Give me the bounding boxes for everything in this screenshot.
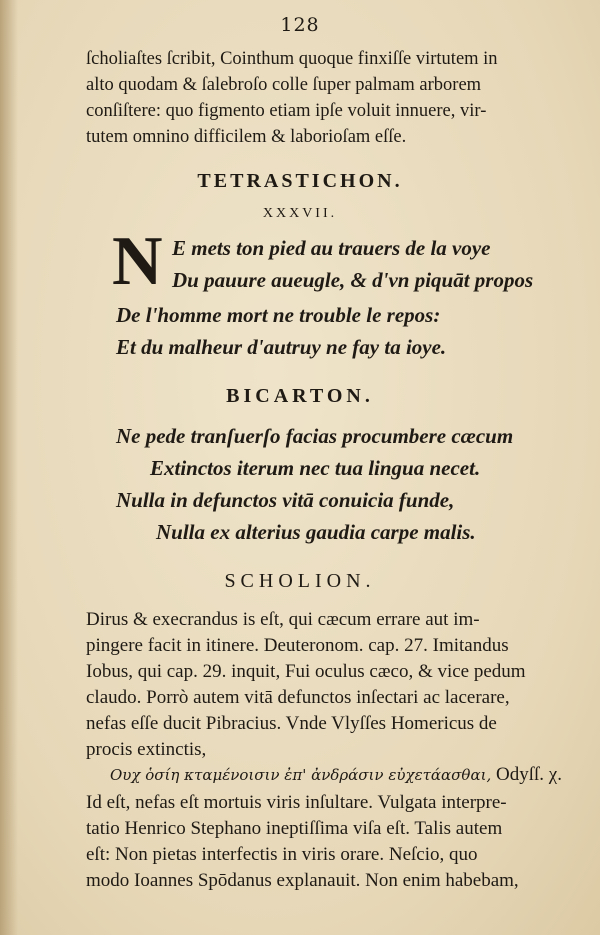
text-line: Iobus, qui cap. 29. inquit, Fui oculus cæco, & vice pedum xyxy=(86,661,526,682)
verse-line: De l'homme mort ne trouble le repos: xyxy=(116,303,441,327)
text-line: eſt: Non pietas interfectis in viris orare. Neſcio, quo xyxy=(86,844,478,865)
verse-line: Extinctos iterum nec tua lingua necet. xyxy=(150,456,481,480)
verse-line: Du pauure aueugle, & d'vn piquāt propos xyxy=(172,268,534,292)
verse-line: Ne pede tranſuerſo facias procumbere cæcum xyxy=(116,424,514,448)
tetrastichon-heading: TETRASTICHON. xyxy=(197,170,403,192)
scholion-heading: SCHOLION. xyxy=(224,570,376,592)
page-number: 128 xyxy=(280,14,320,36)
verse-line: Nulla ex alterius gaudia carpe malis. xyxy=(156,520,476,544)
text-line: alto quodam & ſalebroſo colle ſuper palmam arborem xyxy=(86,75,482,95)
greek-reference: Odyſſ. χ. xyxy=(496,764,562,785)
drop-cap: N xyxy=(112,223,163,300)
verse-line: Nulla in defunctos vitā conuicia funde, xyxy=(116,488,455,512)
text-line: tatio Henrico Stephano ineptiſſima viſa eſt. Talis autem xyxy=(86,818,503,839)
text-line: nefas eſſe ducit Pibracius. Vnde Vlyſſes Homericus de xyxy=(86,713,497,734)
text-line: pingere facit in itinere. Deuteronom. cap. 27. Imitandus xyxy=(86,635,509,656)
text-line: modo Ioannes Spōdanus explanauit. Non enim habebam, xyxy=(86,870,519,891)
section-number: XXXVII. xyxy=(262,206,338,221)
greek-quote-text: Ουχ ὁσίη κταμένοισιν ἐπ' ἀνδράσιν εὐχετάασθαι, xyxy=(110,766,492,784)
text-line: conſiſtere: quo figmento etiam ipſe voluit innuere, vir- xyxy=(86,101,487,121)
verse-line: E mets ton pied au trauers de la voye xyxy=(172,236,491,260)
greek-quotation xyxy=(110,764,562,786)
text-line: claudo. Porrò autem vitā defunctos inſectari ac lacerare, xyxy=(86,687,510,708)
text-line: tutem omnino difficilem & laborioſam eſſe. xyxy=(86,127,407,147)
page-gutter-shadow xyxy=(0,0,18,935)
text-line: procis extinctis, xyxy=(86,739,207,760)
text-line: Id eſt, nefas eſt mortuis viris inſultare. Vulgata interpre- xyxy=(86,792,507,813)
bicarton-heading: BICARTON. xyxy=(226,385,374,407)
text-line: ſcholiaſtes ſcribit, Cointhum quoque finxiſſe virtutem in xyxy=(86,49,498,69)
verse-line: Et du malheur d'autruy ne fay ta ioye. xyxy=(116,335,447,359)
text-line: Dirus & execrandus is eſt, qui cæcum errare aut im- xyxy=(86,609,480,630)
